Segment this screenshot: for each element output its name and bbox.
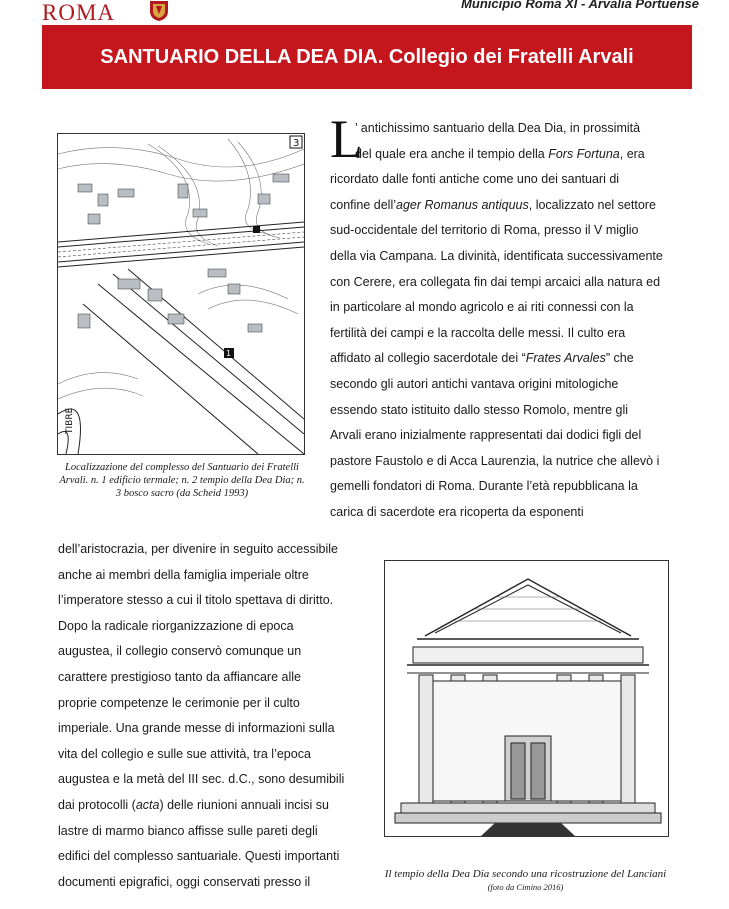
map-label-corner: 3 bbox=[293, 138, 300, 149]
temple-caption bbox=[384, 868, 667, 893]
article-right-line: in particolare al mondo agricolo e ai riti connessi con la bbox=[330, 300, 634, 315]
article-right-line: essendo stato istituito dallo stesso Romolo, mentre gli bbox=[330, 402, 629, 417]
title-banner bbox=[42, 25, 692, 89]
article-left-column bbox=[58, 537, 344, 895]
article-right-column bbox=[330, 116, 663, 526]
roma-emblem-icon bbox=[148, 0, 170, 22]
article-left-line: dai protocolli (acta) delle riunioni annuali incisi su bbox=[58, 797, 330, 812]
article-left-line: documenti epigrafici, oggi conservati presso il bbox=[58, 874, 311, 889]
article-left-line: lastre di marmo bianco affisse sulle pareti degli bbox=[58, 823, 318, 838]
municipio-header: Municipio Roma XI - Arvalia Portuense bbox=[461, 0, 699, 11]
temple-caption-main: Il tempio della Dea Dia secondo una ricostruzione del Lanciani bbox=[384, 868, 667, 880]
article-left-line: edifici del complesso santuariale. Questi importanti bbox=[58, 849, 340, 864]
temple-illustration bbox=[385, 561, 668, 836]
article-left-line: vita del collegio e sulle sue attività, tra l’epoca bbox=[58, 746, 311, 761]
article-left-line: augustea e la metà del III sec. d.C., sono desumibili bbox=[58, 772, 345, 787]
map-label-n1: 1 bbox=[226, 349, 232, 358]
map-caption: Localizzazione del complesso del Santuario dei Fratelli Arvali. n. 1 edificio termale; n. 2 tempio della Dea Dia; n. 3 bosco sacro (da Scheid 1993) bbox=[59, 462, 305, 499]
article-right-line: ricordato dalle fonti antiche come uno dei santuari di bbox=[330, 172, 620, 187]
article-right-line: affidato al collegio sacerdotale dei “Frates Arvales” che bbox=[330, 351, 634, 366]
article-left-line: Dopo la radicale riorganizzazione di epoca bbox=[58, 618, 294, 633]
page-title: SANTUARIO DELLA DEA DIA. Collegio dei Fratelli Arvali bbox=[100, 45, 634, 68]
article-right-line: pastore Faustolo e di Acca Laurenzia, la nutrice che allevò i bbox=[330, 453, 660, 468]
article-right-line: della via Campana. La divinità, identificata successivamente bbox=[330, 248, 663, 263]
map-label-tibre: TIBRE bbox=[65, 407, 75, 434]
article-right-line: carica di sacerdote era ricoperta da esponenti bbox=[330, 504, 584, 519]
article-right-line: gemelli fondatori di Roma. Durante l’età repubblicana la bbox=[330, 479, 638, 494]
article-left-line: anche ai membri della famiglia imperiale oltre bbox=[58, 567, 309, 582]
article-right-line: ’ antichissimo santuario della Dea Dia, in prossimità bbox=[355, 121, 641, 135]
article-left-line: l’imperatore stesso a cui il titolo spettava di diritto. bbox=[58, 593, 334, 608]
article-right-line: con Cerere, era collegata fin dai tempi arcaici alla natura ed bbox=[330, 274, 661, 289]
site-map-illustration bbox=[58, 134, 304, 454]
article-left-line: imperiale. Una grande messe di informazioni sulla bbox=[58, 721, 335, 736]
article-left-line: dell’aristocrazia, per divenire in seguito accessibile bbox=[58, 542, 338, 556]
article-right-line: del quale era anche il tempio della Fors Fortuna, era bbox=[355, 146, 645, 161]
temple-caption-credit: (foto da Cimino 2016) bbox=[487, 881, 564, 892]
article-right-line: Arvali erano inizialmente rappresentati dai dodici figli del bbox=[330, 428, 642, 443]
roma-logo bbox=[42, 0, 115, 26]
article-right-line: secondo gli autori antichi vantava origini mitologiche bbox=[330, 376, 619, 391]
temple-figure bbox=[384, 560, 669, 837]
article-right-line: confine dell’ager Romanus antiquus, localizzato nel settore bbox=[330, 197, 656, 212]
article-right-line: fertilità dei campi e la raccolta delle messi. Il culto era bbox=[330, 325, 626, 340]
article-left-line: augustea, il collegio conservò comunque un bbox=[58, 644, 302, 659]
site-map-figure bbox=[57, 133, 305, 455]
drop-cap: L bbox=[330, 109, 363, 169]
article-left-line: proprie competenze le cerimonie per il culto bbox=[58, 695, 300, 710]
logo-text: ROMA bbox=[42, 0, 116, 25]
article-left-line: carattere prestigioso tanto da affiancare alle bbox=[58, 669, 301, 684]
article-right-line: sud-occidentale del territorio di Roma, presso il V miglio bbox=[330, 223, 639, 238]
